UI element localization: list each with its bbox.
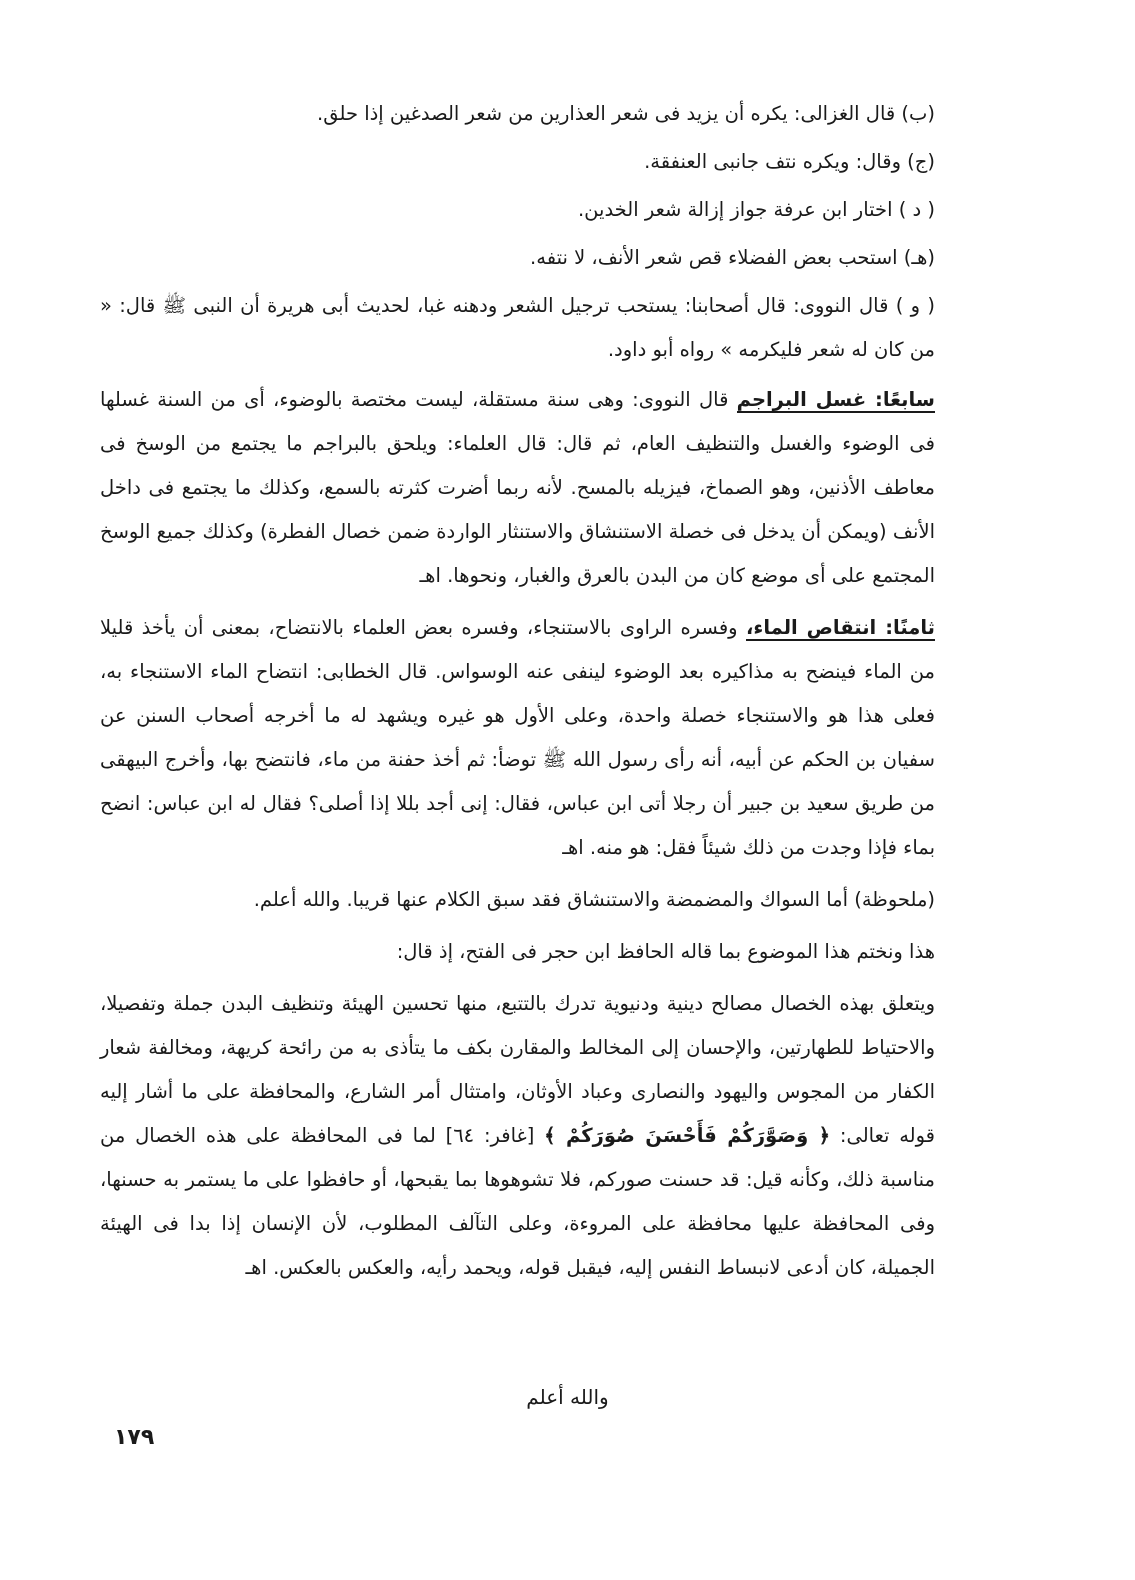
list-item-w: ( و ) قال النووى: قال أصحابنا: يستحب ترجيل الشعر ودهنه غبا، لحديث أبى هريرة أن النبى ﷺ قال: « من كان له شعر فليكرمه » رواه أبو داود. (100, 294, 935, 361)
section-eighth-heading: ثامنًا: انتقاص الماء، (745, 616, 935, 639)
quote-paragraph (100, 982, 935, 1290)
intro-paragraph: هذا ونختم هذا الموضوع بما قاله الحافظ ابن حجر فى الفتح، إذ قال: (396, 940, 935, 963)
section-seventh-body: قال النووى: وهى سنة مستقلة، ليست مختصة بالوضوء، أى من السنة غسلها فى الوضوء والغسل والتنظيف العام، ثم قال: قال العلماء: ويلحق بالبراجم ما يجتمع من الوسخ فى معاطف الأذنين، وهو الصماخ، فيزيله بالمسح. لأنه ربما أضرت كثرته بالسمع، وكذلك ما يجتمع فى داخل الأنف (ويمكن أن يدخل فى خصلة الاستنشاق والاستنثار الواردة ضمن خصال الفطرة) وكذلك جميع الوسخ المجتمع على أى موضع كان من البدن بالعرق والغبار، ونحوها. اهـ (100, 388, 935, 587)
list-item-h: (هـ) استحب بعض الفضلاء قص شعر الأنف، لا نتفه. (530, 246, 935, 269)
list-item-d: ( د ) اختار ابن عرفة جواز إزالة شعر الخدين. (577, 198, 935, 221)
list-item-b: (ب) قال الغزالى: يكره أن يزيد فى شعر العذارين من شعر الصدغين إذا حلق. (317, 102, 935, 125)
section-seventh-heading: سابعًا: غسل البراجم (736, 388, 935, 411)
quran-verse: ﴿ وَصَوَّرَكُمْ فَأَحْسَنَ صُوَرَكُمْ ﴾ (544, 1124, 831, 1147)
quote-part-1: ويتعلق بهذه الخصال مصالح دينية ودنيوية تدرك بالتتبع، منها تحسين الهيئة وتنظيف البدن جملة وتفصيلا، والاحتياط للطهارتين، والإحسان إلى المخالط والمقارن بكف ما يتأذى به من رائحة كريهة، ومخالفة شعار الكفار من المجوس واليهود والنصارى وعباد الأوثان، وامتثال أمر الشارع، والمحافظة على ما أشار إليه قوله تعالى: (100, 992, 936, 1147)
closing-phrase: والله أعلم (526, 1385, 609, 1409)
quote-part-2: [غافر: ٦٤] لما فى المحافظة على هذه الخصال من مناسبة ذلك، وكأنه قيل: قد حسنت صوركم، فلا تشوهوها بما يقبحها، أو حافظوا على ما يستمر به حسنها، وفى المحافظة عليها محافظة على المروءة، وعلى التآلف المطلوب، لأن الإنسان إذا بدا فى الهيئة الجميلة، كان أدعى لانبساط النفس إليه، فيقبل قوله، ويحمد رأيه، والعكس بالعكس. اهـ (100, 1124, 935, 1279)
section-eighth (100, 606, 935, 870)
page-number: ١٧٩ (114, 1425, 155, 1450)
section-eighth-body: وفسره الراوى بالاستنجاء، وفسره بعض العلماء بالانتضاح، بمعنى أن يأخذ قليلا من الماء فينضح به مذاكيره بعد الوضوء لينفى عنه الوسواس. قال الخطابى: انتضاح الماء الاستنجاء به، فعلى هذا هو والاستنجاء خصلة واحدة، وعلى الأول هو غيره ويشهد له ما أخرجه أصحاب السنن عن سفيان بن الحكم عن أبيه، أنه رأى رسول الله ﷺ توضأ: ثم أخذ حفنة من ماء، فانتضح بها، وأخرج البيهقى من طريق سعيد بن جبير أن رجلا أتى ابن عباس، فقال: إنى أجد بللا إذا أصلى؟ فقال له ابن عباس: انضح بماء فإذا وجدت من ذلك شيئاً فقل: هو منه. اهـ (100, 616, 935, 859)
note-paragraph: (ملحوظة) أما السواك والمضمضة والاستنشاق فقد سبق الكلام عنها قريبا. والله أعلم. (253, 888, 935, 911)
section-seventh (100, 378, 935, 598)
document-body (100, 92, 935, 1298)
list-item-j: (ج) وقال: ويكره نتف جانبى العنفقة. (644, 150, 935, 173)
